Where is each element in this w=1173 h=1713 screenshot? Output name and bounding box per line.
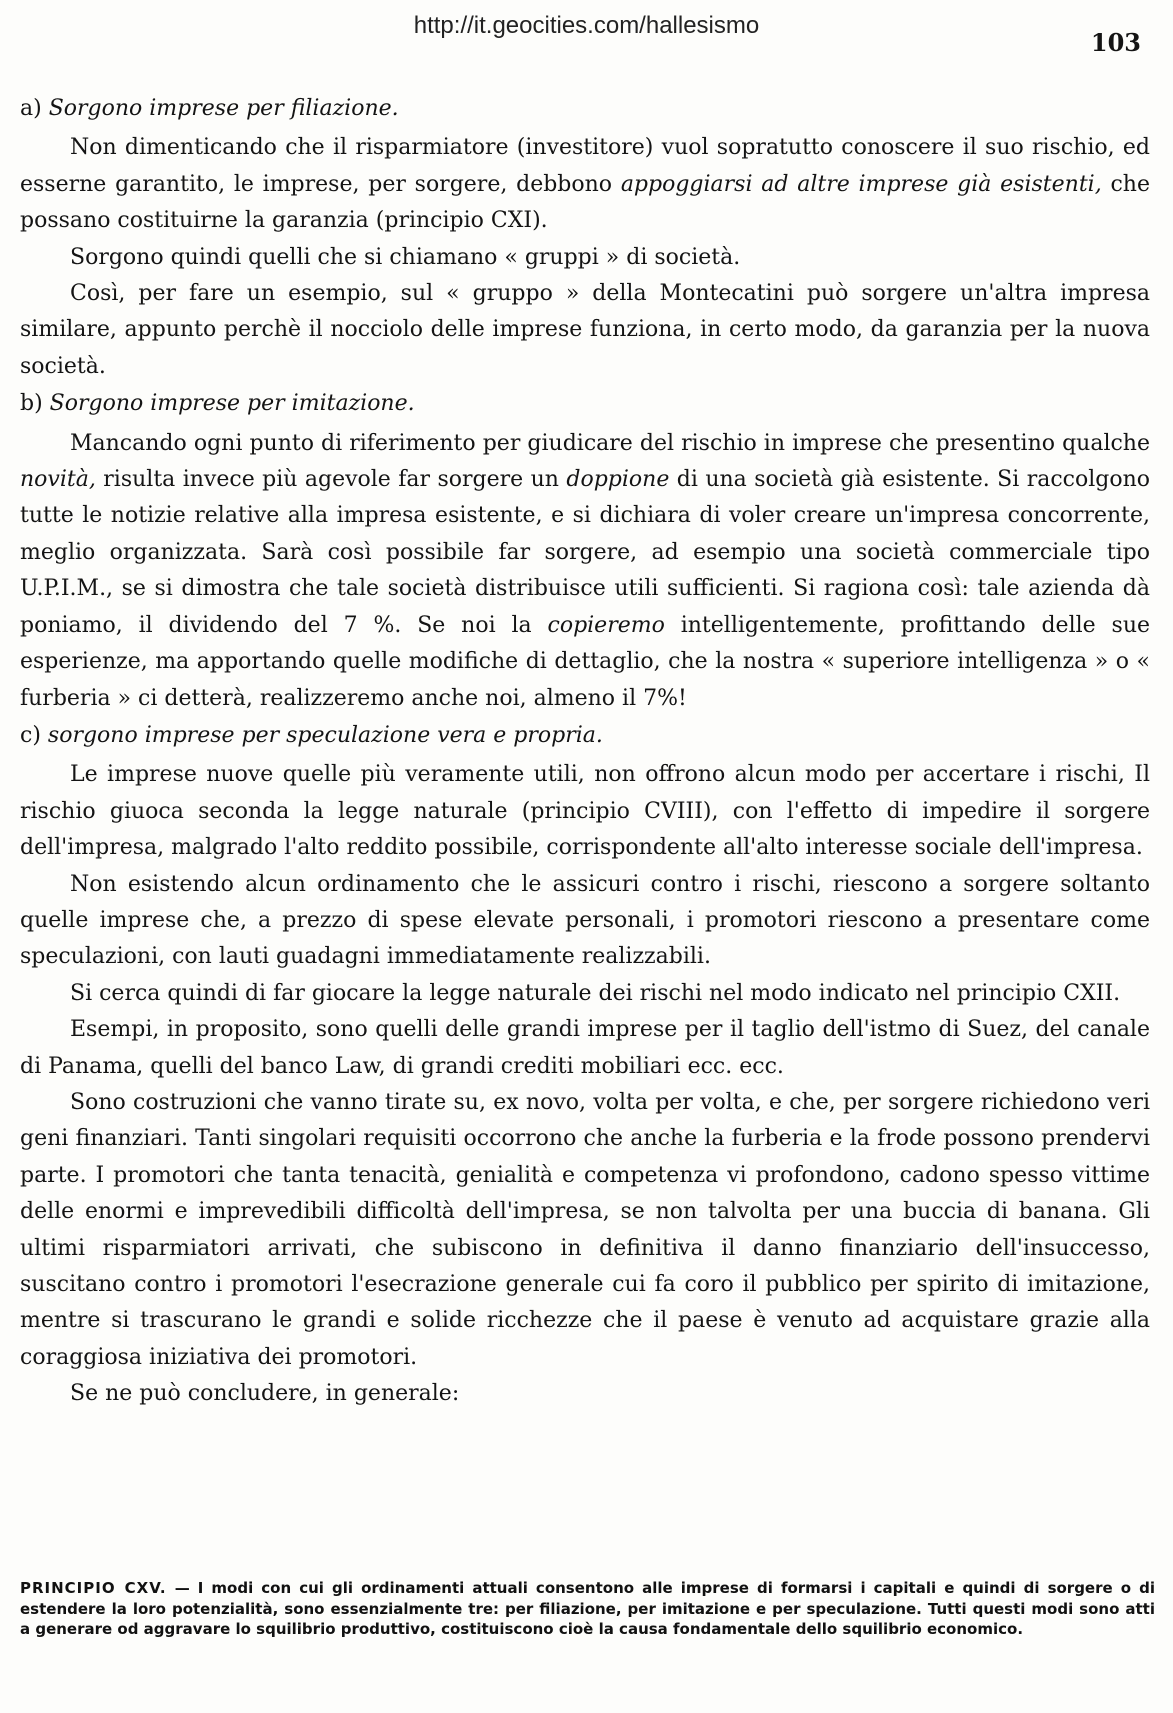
paragraph <box>20 757 1150 866</box>
text-run: Se ne può concludere, in generale: <box>70 1381 460 1407</box>
emphasis: novità, <box>20 467 96 493</box>
principle-block <box>20 1578 1155 1640</box>
principle-label: PRINCIPIO CXV. <box>20 1579 167 1597</box>
paragraph <box>20 130 1150 239</box>
section-label: a) <box>20 96 42 121</box>
text-run: Sorgono quindi quelli che si chiamano « gruppi » di società. <box>70 244 741 270</box>
paragraph <box>20 976 1150 1012</box>
text-run: Non esistendo alcun ordinamento che le assicuri contro i rischi, riescono a sorgere soltanto quelle imprese che, a prezzo di spese elevate personali, i promotori riescono a presentare come speculazioni, con lauti guadagni immediatamente realizzabili. <box>20 871 1150 970</box>
text-run: Si cerca quindi di far giocare la legge naturale dei rischi nel modo indicato nel principio CXII. <box>70 980 1121 1006</box>
section-title: Sorgono imprese per filiazione. <box>48 96 399 121</box>
paragraph <box>20 240 1150 276</box>
page-number: 103 <box>1090 28 1141 57</box>
emphasis: appoggiarsi ad altre imprese già esistenti, <box>620 171 1102 197</box>
text-run: Le imprese nuove quelle più veramente utili, non offrono alcun modo per accertare i rischi, Il rischio giuoca seconda la legge naturale (principio CVIII), con l'effetto di impedire il sorgere dell'impresa, malgrado l'alto reddito possibile, corrispondente all'alto interesse sociale dell'impresa. <box>20 762 1150 861</box>
text-run: Esempi, in proposito, sono quelli delle grandi imprese per il taglio dell'istmo di Suez, del canale di Panama, quelli del banco Law, di grandi crediti mobiliari ecc. ecc. <box>20 1017 1150 1079</box>
text-run: Mancando ogni punto di riferimento per giudicare del rischio in imprese che presentino qualche <box>70 430 1150 456</box>
paragraph <box>20 1085 1150 1376</box>
paragraph <box>20 426 1150 717</box>
section-label: b) <box>20 391 43 417</box>
section-label: c) <box>20 722 41 748</box>
section-title: sorgono imprese per speculazione vera e propria. <box>47 722 603 748</box>
text-run: risulta invece più agevole far sorgere un <box>95 467 567 493</box>
section-heading-a <box>20 91 1150 127</box>
paragraph <box>20 1012 1150 1085</box>
principle-text: — I modi con cui gli ordinamenti attuali consentono alle imprese di formarsi i capitali e quindi di sorgere o di estendere la loro potenzialità, sono essenzialmente tre: per filiazione, per imitazione e per speculazione. Tutti questi modi sono atti a generare od aggravare lo squilibrio produttivo, costituiscono cioè la causa fondamentale dello squilibrio economico. <box>20 1579 1155 1638</box>
emphasis: copieremo <box>547 612 665 638</box>
source-url: http://it.geocities.com/hallesismo <box>413 12 760 39</box>
text-run: di una società già esistente. Si raccolgono tutte le notizie relative alla impresa esistente, e si dichiara di voler creare un'impresa concorrente, meglio organizzata. Sarà così possibile far sorgere, ad esempio una società commerciale tipo U.P.I.M., se si dimostra che tale società distribuisce utili sufficienti. Si ragiona così: tale azienda dà poniamo, il dividendo del 7 %. Se noi la <box>20 467 1150 638</box>
text-run: che possano costituirne la garanzia (principio CXI). <box>20 171 1150 234</box>
text-run: Sono costruzioni che vanno tirate su, ex novo, volta per volta, e che, per sorgere richiedono veri geni finanziari. Tanti singolari requisiti occorrono che anche la furberia e la frode possono prendervi parte. I promotori che tanta tenacità, genialità e competenza vi profondono, cadono spesso vittime delle enormi e imprevedibili difficoltà dell'impresa, se non talvolta per una buccia di banana. Gli ultimi risparmiatori arrivati, che subiscono in definitiva il danno finanziario dell'insuccesso, suscitano contro i promotori l'esecrazione generale cui fa coro il pubblico per spirito di imitazione, mentre si trascurano le grandi e solide ricchezze che il paese è venuto ad acquistare grazie alla coraggiosa iniziativa dei promotori. <box>20 1089 1150 1370</box>
section-heading-b <box>20 386 1150 422</box>
text-run: Non dimenticando che il risparmiatore (investitore) vuol sopratutto conoscere il suo rischio, ed esserne garantito, le imprese, per sorgere, debbono <box>20 135 1150 197</box>
paragraph <box>20 276 1150 385</box>
section-title: Sorgono imprese per imitazione. <box>49 391 415 417</box>
emphasis: doppione <box>566 467 670 493</box>
paragraph <box>20 1376 1150 1412</box>
text-run: Così, per fare un esempio, sul « gruppo » della Montecatini può sorgere un'altra impresa similare, appunto perchè il nocciolo delle imprese funziona, in certo modo, da garanzia per la nuova società. <box>20 281 1150 379</box>
text-run: intelligentemente, profittando delle sue esperienze, ma apportando quelle modifiche di dettaglio, che la nostra « superiore intelligenza » o « furberia » ci detterà, realizzeremo anche noi, almeno il 7%! <box>20 612 1151 711</box>
section-heading-c <box>20 718 1150 754</box>
page-body <box>20 90 1150 1413</box>
paragraph <box>20 867 1150 976</box>
